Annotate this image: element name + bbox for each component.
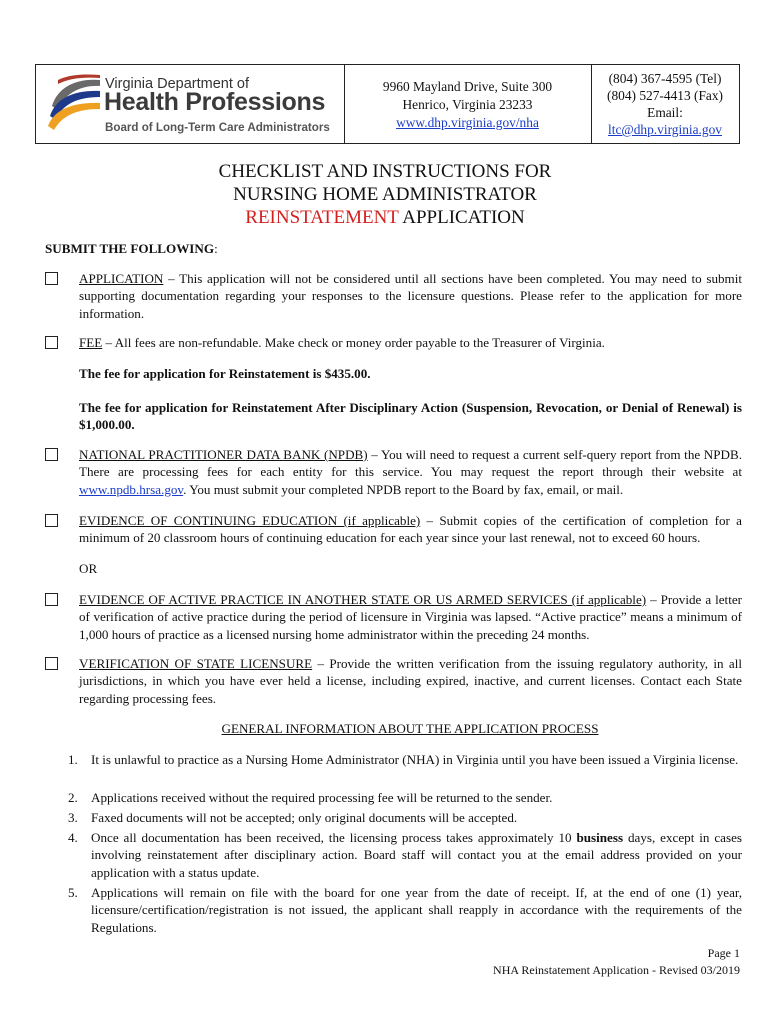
page-title <box>0 160 770 229</box>
fee-checkbox[interactable] <box>45 336 58 349</box>
list-item-bold: business <box>576 830 624 845</box>
address-line2: Henrico, Virginia 23233 <box>402 97 533 112</box>
ce-checkbox[interactable] <box>45 514 58 527</box>
verification-text: – Provide the written verification from the issuing regulatory authority, in all jurisdictions, in which you have ever held a license, including expired, inactive, and current licenses. Contact each State regarding processing fees. <box>79 656 742 706</box>
ce-label: EVIDENCE OF CONTINUING EDUCATION (if applicable) <box>79 513 421 528</box>
list-item: Faxed documents will not be accepted; only original documents will be accepted. <box>91 810 518 825</box>
submit-heading-colon: : <box>214 241 218 256</box>
list-number: 2. <box>68 790 78 805</box>
npdb-checkbox[interactable] <box>45 448 58 461</box>
list-item: Applications received without the required processing fee will be returned to the sender. <box>91 790 553 805</box>
list-item: Applications will remain on file with the board for one year from the date of receipt. If, at the end of one (1) year, licensure/certification/registration is not issued, the applicant shall reapply in accordance with the requirements of the Regulations. <box>91 885 742 935</box>
board-contact <box>590 70 740 138</box>
title-line1: CHECKLIST AND INSTRUCTIONS FOR <box>218 161 552 182</box>
title-line3 <box>0 206 770 229</box>
verification-item <box>79 655 742 707</box>
logo-line1: Virginia Department of <box>105 76 250 92</box>
application-text: – This application will not be considered until all sections have been completed. You may need to submit supporting documentation regarding your responses to the licensure questions. Please refer to the application for more information. <box>79 271 742 321</box>
fee-item <box>79 334 742 351</box>
application-checkbox[interactable] <box>45 272 58 285</box>
ce-text: – Submit copies of the certification of completion for a minimum of 20 classroom hours of continuing education for each year since your last renewal, not to exceed 60 hours. <box>79 513 742 546</box>
fee-text: – All fees are non-refundable. Make check or money order payable to the Treasurer of Virginia. <box>102 335 605 350</box>
active-practice-checkbox[interactable] <box>45 593 58 606</box>
npdb-label: NATIONAL PRACTITIONER DATA BANK (NPDB) <box>79 447 368 462</box>
npdb-item <box>79 446 742 498</box>
title-application: APPLICATION <box>398 207 525 228</box>
active-practice-item <box>79 591 742 643</box>
npdb-link[interactable]: www.npdb.hrsa.gov <box>79 481 184 497</box>
logo-line2: Health Professions <box>104 88 326 116</box>
verification-label: VERIFICATION OF STATE LICENSURE <box>79 656 313 671</box>
list-item-post: days, except in cases involving reinstatement after disciplinary action. Board staff will contact you at the email address provided on your application with a status update. <box>91 830 742 880</box>
submit-heading-text: SUBMIT THE FOLLOWING <box>45 241 215 256</box>
email-label: Email: <box>647 105 683 120</box>
submit-heading <box>45 240 218 257</box>
address-line1: 9960 Mayland Drive, Suite 300 <box>382 79 553 94</box>
dhp-logo-icon <box>44 72 102 136</box>
npdb-text1: – You will need to request a current self-query report from the NPDB. There are processing fees for each entity for this service. You may request the report through their website at <box>79 447 742 480</box>
board-address <box>345 78 590 132</box>
or-separator: OR <box>79 561 98 576</box>
fee-note-reinstatement: The fee for application for Reinstatement is $435.00. <box>79 366 371 381</box>
active-practice-label: EVIDENCE OF ACTIVE PRACTICE IN ANOTHER STATE OR US ARMED SERVICES (if applicable) <box>79 592 647 607</box>
title-line2: NURSING HOME ADMINISTRATOR <box>233 184 537 205</box>
application-label: APPLICATION <box>79 271 164 286</box>
active-practice-text: – Provide a letter of verification of active practice during the period of licensure in Virginia was lapsed. “Active practice” means a minimum of 1,000 hours of practice as a licensed nursing home administrator within the preceding 24 months. <box>79 592 742 642</box>
phone-tel: (804) 367-4595 (Tel) <box>608 71 722 86</box>
page-number: Page 1 <box>707 946 740 960</box>
list-item-pre: Once all documentation has been received, the licensing process takes approximately 10 <box>91 830 577 845</box>
list-item: It is unlawful to practice as a Nursing Home Administrator (NHA) in Virginia until you have been issued a Virginia license. <box>91 752 739 767</box>
list-number: 1. <box>68 752 78 767</box>
list-number: 3. <box>68 810 78 825</box>
application-item <box>79 270 742 322</box>
title-reinstatement: REINSTATEMENT <box>245 207 399 228</box>
verification-checkbox[interactable] <box>45 657 58 670</box>
page-footer <box>493 945 740 979</box>
ce-item <box>79 512 742 547</box>
email-link[interactable]: ltc@dhp.virginia.gov <box>608 122 722 137</box>
website-link[interactable]: www.dhp.virginia.gov/nha <box>396 115 539 130</box>
general-info-heading: GENERAL INFORMATION ABOUT THE APPLICATION PROCESS <box>221 721 599 736</box>
logo-line3: Board of Long-Term Care Administrators <box>105 121 330 134</box>
revision-note: NHA Reinstatement Application - Revised 03/2019 <box>493 963 740 977</box>
fee-note-disciplinary: The fee for application for Reinstatement After Disciplinary Action (Suspension, Revocation, or Denial of Renewal) is $1,000.00. <box>79 400 742 433</box>
list-number: 4. <box>68 830 78 845</box>
list-number: 5. <box>68 885 78 900</box>
fee-label: FEE <box>79 335 103 350</box>
phone-fax: (804) 527-4413 (Fax) <box>606 88 724 103</box>
list-item <box>91 829 742 881</box>
npdb-text2: . You must submit your completed NPDB report to the Board by fax, email, or mail. <box>183 481 624 497</box>
